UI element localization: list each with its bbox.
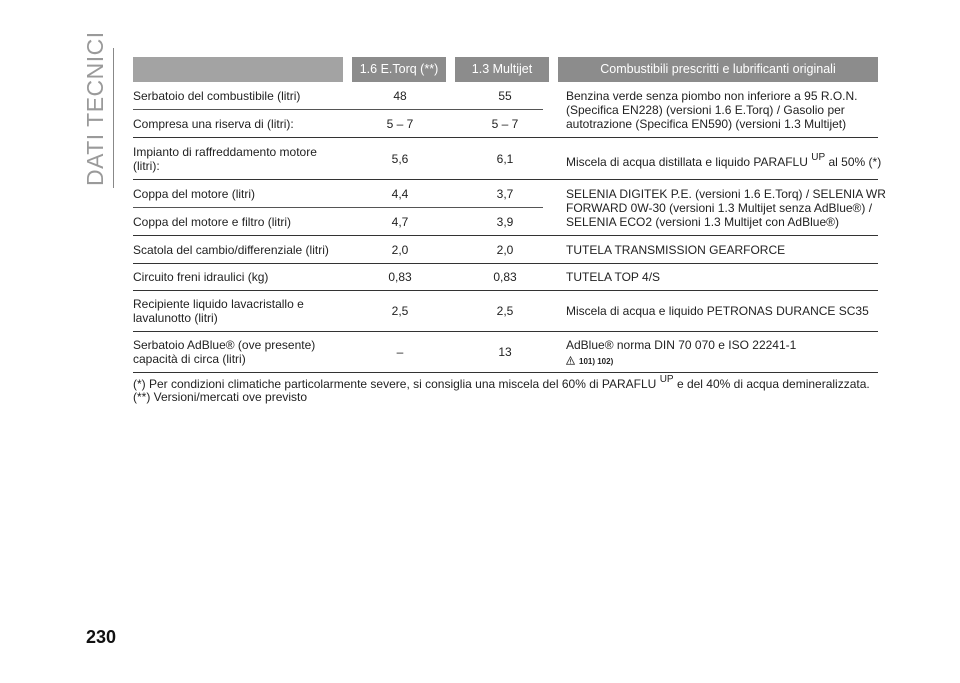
row-label-line: lavalunotto (litri) — [133, 311, 218, 325]
coolant-spec — [566, 152, 882, 169]
footnote-superscript: UP — [659, 374, 674, 385]
value-petrol-gearbox: 2,0 — [391, 243, 409, 257]
footnote-versions: (**) Versioni/mercati ove previsto — [133, 390, 308, 404]
row-label-fuel-tank: Serbatoio del combustibile (litri) — [133, 89, 301, 103]
oil-spec-line: SELENIA DIGITEK P.E. (versioni 1.6 E.Torq) / SELENIA WR — [566, 187, 886, 201]
value-diesel-reserve: 5 – 7 — [491, 117, 519, 131]
value-petrol-fuel-tank: 48 — [393, 89, 407, 103]
adblue-spec — [566, 338, 796, 369]
row-label-line: (litri): — [133, 159, 160, 173]
header-petrol: 1.6 E.Torq (**) — [352, 57, 446, 82]
table-header-band — [133, 57, 343, 82]
row-divider — [133, 137, 878, 138]
warning-triangle-icon — [566, 356, 575, 365]
fuel-spec-line: (Specifica EN228) (versioni 1.6 E.Torq) / Gasolio per — [566, 103, 845, 117]
adblue-refs — [566, 353, 796, 369]
row-label-oil-filter: Coppa del motore e filtro (litri) — [133, 215, 292, 229]
section-title-rule — [113, 48, 114, 188]
fuel-spec-line: Benzina verde senza piombo non inferiore a 95 R.O.N. — [566, 89, 858, 103]
adblue-ref-numbers: 101) 102) — [579, 357, 614, 366]
row-label-line: Impianto di raffreddamento motore — [133, 145, 317, 159]
row-divider — [133, 263, 878, 264]
coolant-ratio: al 50% (*) — [828, 155, 882, 169]
row-divider — [133, 109, 543, 110]
fuel-spec-line: autotrazione (Specifica EN590) (versioni 1.3 Multijet) — [566, 117, 847, 131]
row-label-oil-sump: Coppa del motore (litri) — [133, 187, 256, 201]
row-label-brakes: Circuito freni idraulici (kg) — [133, 270, 269, 284]
washer-spec: Miscela di acqua e liquido PETRONAS DURANCE SC35 — [566, 304, 869, 318]
value-petrol-cooling: 5,6 — [391, 152, 409, 166]
row-label-adblue — [133, 338, 315, 366]
value-diesel-oil-sump: 3,7 — [496, 187, 514, 201]
row-label-cooling — [133, 145, 317, 173]
coolant-text: Miscela di acqua distillata e liquido PARAFLU — [566, 155, 808, 169]
row-divider — [133, 331, 878, 332]
value-diesel-gearbox: 2,0 — [496, 243, 514, 257]
row-label-line: Recipiente liquido lavacristallo e — [133, 297, 304, 311]
section-title: DATI TECNICI — [82, 31, 108, 186]
header-fluids: Combustibili prescritti e lubrificanti originali — [558, 57, 878, 82]
brake-spec: TUTELA TOP 4/S — [566, 270, 661, 284]
row-divider — [133, 235, 878, 236]
value-petrol-brakes: 0,83 — [388, 270, 412, 284]
value-diesel-adblue: 13 — [498, 345, 512, 359]
row-label-reserve: Compresa una riserva di (litri): — [133, 117, 294, 131]
fuel-spec — [566, 89, 886, 131]
value-diesel-washer: 2,5 — [496, 304, 514, 318]
oil-spec-line: SELENIA ECO2 (versioni 1.3 Multijet con AdBlue®) — [566, 215, 839, 229]
row-divider — [133, 179, 878, 180]
value-petrol-oil-sump: 4,4 — [391, 187, 409, 201]
adblue-spec-text: AdBlue® norma DIN 70 070 e ISO 22241-1 — [566, 338, 797, 352]
value-diesel-cooling: 6,1 — [496, 152, 514, 166]
page-number: 230 — [86, 627, 117, 647]
row-label-line: Serbatoio AdBlue® (ove presente) — [133, 338, 316, 352]
footnote-text: e del 40% di acqua demineralizzata. — [676, 377, 870, 391]
value-petrol-washer: 2,5 — [391, 304, 409, 318]
footnote-text: (*) Per condizioni climatiche particolarmente severe, si consiglia una miscela del 60% di PARAFLU — [133, 377, 657, 391]
table-bottom-rule — [133, 372, 878, 373]
row-divider — [133, 290, 878, 291]
gear-spec: TUTELA TRANSMISSION GEARFORCE — [566, 243, 786, 257]
row-label-washer — [133, 297, 304, 325]
oil-spec-line: FORWARD 0W-30 (versioni 1.3 Multijet senza AdBlue®) / — [566, 201, 873, 215]
value-diesel-brakes: 0,83 — [493, 270, 517, 284]
value-petrol-adblue: – — [396, 345, 404, 359]
row-label-gearbox: Scatola del cambio/differenziale (litri) — [133, 243, 329, 257]
row-divider — [133, 207, 543, 208]
value-diesel-fuel-tank: 55 — [498, 89, 512, 103]
oil-spec — [566, 187, 886, 229]
row-label-line: capacità di circa (litri) — [133, 352, 246, 366]
value-diesel-oil-filter: 3,9 — [496, 215, 514, 229]
value-petrol-reserve: 5 – 7 — [386, 117, 414, 131]
value-petrol-oil-filter: 4,7 — [391, 215, 409, 229]
coolant-superscript: UP — [811, 152, 826, 163]
header-diesel: 1.3 Multijet — [455, 57, 549, 82]
